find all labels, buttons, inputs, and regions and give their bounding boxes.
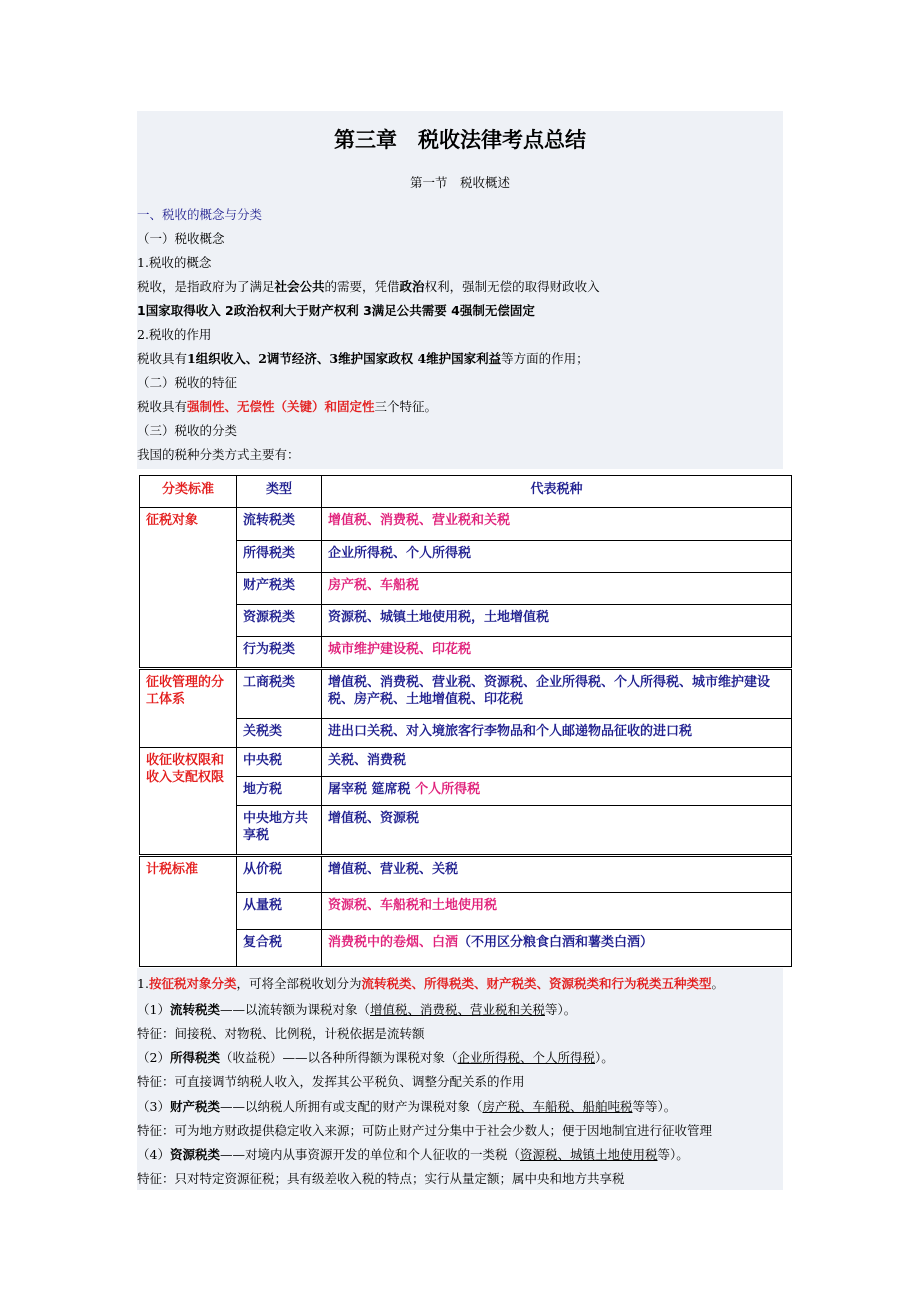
- section-title: 第一节 税收概述: [409, 175, 510, 190]
- intro-line: 我国的税种分类方式主要有：: [137, 447, 300, 462]
- feature-emphasis: 强制性、无偿性（关键）和固定性: [187, 399, 375, 414]
- table-row: [140, 605, 792, 637]
- category-cell: 征收管理的分工体系: [140, 669, 237, 748]
- example-cell: 资源税、车船税和土地使用税: [322, 893, 792, 930]
- line-emphasis: 财产税类: [169, 1099, 220, 1114]
- turnover-feature-line: 特征：间接税、对物税、比例税，计税依据是流转额: [137, 1026, 425, 1041]
- example-cell: 增值税、消费税、营业税和关税: [322, 508, 792, 541]
- example-cell: [322, 777, 792, 806]
- table-row: [140, 669, 792, 719]
- classification-summary-line: [137, 974, 724, 994]
- definition-emphasis: 社会公共: [274, 279, 325, 294]
- item-concept: 1.税收的概念: [137, 255, 212, 270]
- role-text: 税收具有: [137, 351, 188, 366]
- line-text: ——以流转额为课税对象（: [219, 1002, 370, 1017]
- line-text: （2）: [137, 1050, 170, 1065]
- key-points-line: 1国家取得收入 2政治权利大于财产权利 3满足公共需要 4强制无偿固定: [137, 303, 535, 318]
- subheading-features: （二）税收的特征: [137, 375, 238, 390]
- feature-text: 三个特征。: [374, 399, 438, 414]
- line-text: 等）。: [545, 1002, 577, 1017]
- line-text: （收益税）——以各种所得额为课税对象（: [219, 1050, 458, 1065]
- example-text: （不用区分粮食白酒和薯类白酒）: [458, 935, 654, 950]
- line-text: （4）: [137, 1147, 170, 1162]
- type-cell: 中央税: [237, 748, 322, 777]
- definition-emphasis: 政治: [399, 279, 425, 294]
- line-underlined: 企业所得税、个人所得税: [457, 1050, 595, 1065]
- type-cell: 资源税类: [237, 605, 322, 637]
- table-row: [140, 930, 792, 967]
- table-row: [140, 719, 792, 748]
- type-cell: 地方税: [237, 777, 322, 806]
- item-role: 2.税收的作用: [137, 327, 212, 342]
- table-row: [140, 806, 792, 856]
- definition-line: [137, 277, 600, 297]
- type-cell: 财产税类: [237, 573, 322, 605]
- example-cell: 房产税、车船税: [322, 573, 792, 605]
- role-emphasis: 1组织收入、2调节经济、3维护国家政权 4维护国家利益: [187, 351, 502, 366]
- header-examples: 代表税种: [322, 476, 792, 508]
- example-text-highlight: 消费税中的卷烟、白酒: [328, 935, 459, 950]
- table-row: [140, 573, 792, 605]
- type-cell: 流转税类: [237, 508, 322, 541]
- definition-text: 税收，是指政府为了满足: [137, 279, 275, 294]
- property-tax-line: [137, 1097, 676, 1117]
- heading-concept-classification: 一、税收的概念与分类: [137, 207, 263, 222]
- example-cell: [322, 930, 792, 967]
- type-cell: 从量税: [237, 893, 322, 930]
- subheading-classification: （三）税收的分类: [137, 423, 238, 438]
- property-feature-line: 特征：可为地方财政提供稳定收入来源；可防止财产过分集中于社会少数人；便于因地制宜进行征收管理: [137, 1123, 713, 1138]
- summary-emphasis: 按征税对象分类: [148, 976, 237, 991]
- example-cell: 企业所得税、个人所得税: [322, 541, 792, 573]
- example-cell: 城市维护建设税、印花税: [322, 637, 792, 669]
- type-cell: 中央地方共享税: [237, 806, 322, 856]
- feature-line: [137, 397, 437, 417]
- resource-feature-line: 特征：只对特定资源征税；具有级差收入税的特点；实行从量定额；属中央和地方共享税: [137, 1171, 625, 1186]
- summary-text: 。: [711, 976, 724, 991]
- income-feature-line: 特征：可直接调节纳税人收入，发挥其公平税负、调整分配关系的作用: [137, 1074, 525, 1089]
- role-line: [137, 349, 589, 369]
- category-cell: 收征收权限和收入支配权限: [140, 748, 237, 856]
- table-row: [140, 637, 792, 669]
- table-header-row: [140, 476, 792, 508]
- example-cell: 资源税、城镇土地使用税，土地增值税: [322, 605, 792, 637]
- example-cell: 增值税、消费税、营业税、资源税、企业所得税、个人所得税、城市维护建设税、房产税、土地增值税、印花税: [322, 669, 792, 719]
- type-cell: 行为税类: [237, 637, 322, 669]
- chapter-title: 第三章 税收法律考点总结: [334, 128, 586, 152]
- turnover-tax-line: [137, 1000, 576, 1020]
- income-tax-line: [137, 1048, 614, 1068]
- line-text: ）。: [595, 1050, 614, 1065]
- table-row: [140, 508, 792, 541]
- line-underlined: 房产税、车船税、船舶吨税: [482, 1099, 633, 1114]
- example-cell: 增值税、营业税、关税: [322, 856, 792, 893]
- table-row: [140, 856, 792, 893]
- summary-text: ，可将全部税收划分为: [236, 976, 362, 991]
- example-text-highlight: 个人所得税: [415, 782, 481, 797]
- header-type: 类型: [237, 476, 322, 508]
- example-cell: 关税、消费税: [322, 748, 792, 777]
- line-emphasis: 所得税类: [169, 1050, 220, 1065]
- table-row: [140, 777, 792, 806]
- example-cell: 进出口关税、对入境旅客行李物品和个人邮递物品征收的进口税: [322, 719, 792, 748]
- category-cell: 计税标准: [140, 856, 237, 967]
- summary-text: 1.: [137, 976, 149, 991]
- definition-text: 的需要，凭借: [324, 279, 400, 294]
- line-text: （1）: [137, 1002, 170, 1017]
- table-row: [140, 893, 792, 930]
- resource-tax-line: [137, 1145, 689, 1165]
- type-cell: 复合税: [237, 930, 322, 967]
- summary-emphasis: 流转税类、所得税类、财产税类、资源税类和行为税类五种类型: [361, 976, 712, 991]
- type-cell: 工商税类: [237, 669, 322, 719]
- line-text: 等等）。: [632, 1099, 677, 1114]
- type-cell: 关税类: [237, 719, 322, 748]
- table-row: [140, 541, 792, 573]
- definition-text: 权利，强制无偿的取得财政收入: [424, 279, 600, 294]
- header-standard: 分类标准: [140, 476, 237, 508]
- example-cell: 增值税、资源税: [322, 806, 792, 856]
- role-text: 等方面的作用；: [501, 351, 589, 366]
- line-text: ——对境内从事资源开发的单位和个人征收的一类税（: [219, 1147, 520, 1162]
- line-emphasis: 资源税类: [169, 1147, 220, 1162]
- type-cell: 所得税类: [237, 541, 322, 573]
- line-text: （3）: [137, 1099, 170, 1114]
- type-cell: 从价税: [237, 856, 322, 893]
- table-row: [140, 748, 792, 777]
- example-text: 屠宰税 筵席税: [328, 782, 416, 797]
- line-text: ——以纳税人所拥有或支配的财产为课税对象（: [219, 1099, 483, 1114]
- line-underlined: 资源税、城镇土地使用税: [519, 1147, 658, 1162]
- subheading-concept: （一）税收概念: [137, 231, 225, 246]
- line-underlined: 增值税、消费税、营业税和关税: [369, 1002, 545, 1017]
- feature-text: 税收具有: [137, 399, 188, 414]
- category-cell: 征税对象: [140, 508, 237, 669]
- line-emphasis: 流转税类: [169, 1002, 220, 1017]
- tax-classification-table: [139, 475, 792, 967]
- line-text: 等）。: [657, 1147, 689, 1162]
